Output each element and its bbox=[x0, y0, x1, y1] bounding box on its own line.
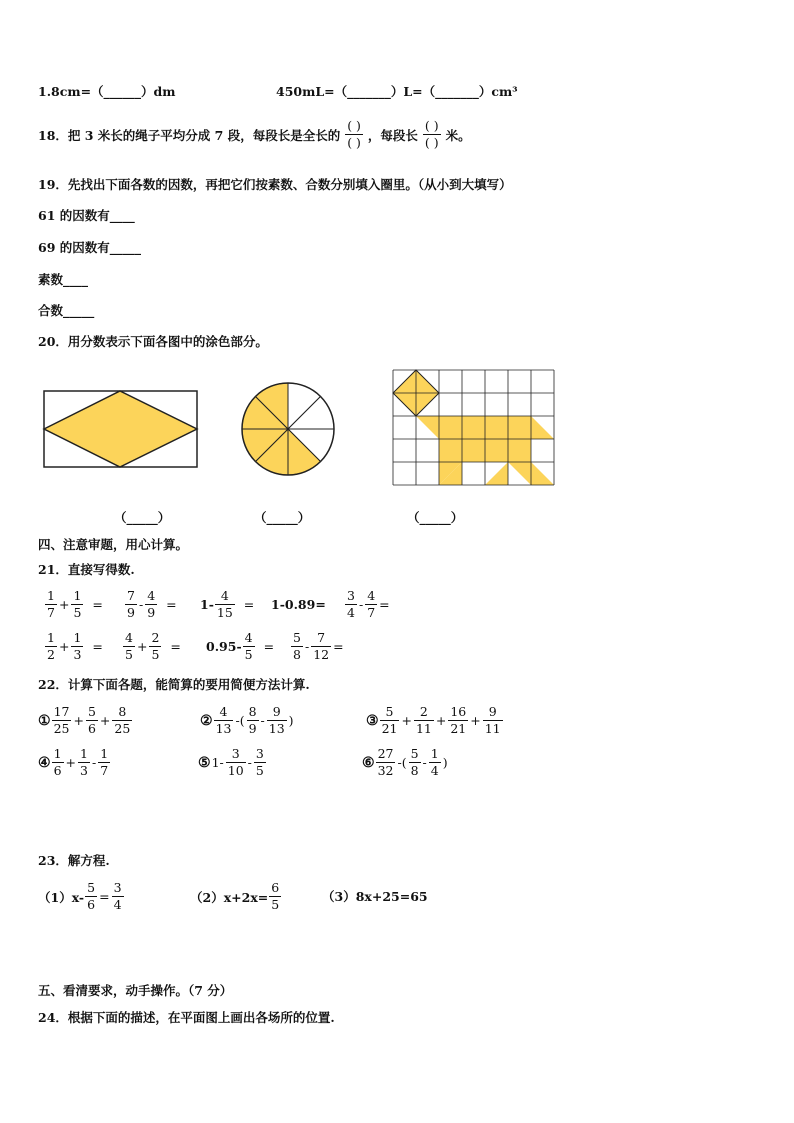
q22-item-2: ② $\frac{4}{13}$ -( $\frac{8}{9}$ - $\frac{9}{13}$ ) bbox=[200, 704, 294, 736]
q19-primes: 素数____ bbox=[38, 272, 89, 287]
q21-item-b: $\frac{7}{9}$ - $\frac{4}{9}$ = bbox=[127, 588, 177, 620]
q22-title: 22．计算下面各题，能简算的要用简便方法计算. bbox=[38, 677, 310, 692]
q24-title: 24．根据下面的描述，在平面图上画出各场所的位置. bbox=[38, 1010, 335, 1025]
q21-item-h: 0.95- $\frac{4}{5}$ = bbox=[206, 630, 275, 662]
q18-text-c: 米。 bbox=[445, 127, 471, 143]
q20-rhombus-figure bbox=[40, 388, 202, 472]
q20-title: 20．用分数表示下面各图中的涂色部分。 bbox=[38, 334, 268, 349]
q23-equation-3: （3）8x+25=65 bbox=[322, 889, 428, 904]
q17-length-convert: 1.8cm=（______）dm bbox=[38, 84, 176, 99]
q17-volume-convert: 450mL=（_______）L=（_______）cm³ bbox=[276, 84, 518, 99]
q19-composites: 合数_____ bbox=[38, 303, 95, 318]
q18-text-a: 18．把 3 米长的绳子平均分成 7 段，每段长是全长的 bbox=[38, 127, 341, 143]
q19-title: 19．先找出下面各数的因数，再把它们按素数、合数分别填入圈里。（从小到大填写） bbox=[38, 177, 512, 192]
q21-item-g: $\frac{4}{5}$ + $\frac{2}{5}$ = bbox=[125, 630, 181, 662]
q21-item-e: $\frac{3}{4}$ - $\frac{4}{7}$ = bbox=[347, 588, 390, 620]
q21-title: 21．直接写得数. bbox=[38, 562, 135, 577]
q18 bbox=[38, 118, 471, 151]
q22-item-1: ① $\frac{17}{25}$ + $\frac{5}{6}$ + $\frac{8}{25}$ bbox=[38, 704, 131, 736]
q20-blank-1: （_____） bbox=[114, 510, 171, 525]
q19-factors-61: 61 的因数有____ bbox=[38, 208, 135, 223]
q21-item-i: $\frac{5}{8}$ - $\frac{7}{12}$ = bbox=[293, 630, 344, 662]
q20-blank-3: （_____） bbox=[407, 510, 464, 525]
q23-equation-2: （2）x+2x= $\frac{6}{5}$ bbox=[190, 880, 280, 912]
section-4-title: 四、注意审题，用心计算。 bbox=[38, 537, 189, 552]
q23-title: 23．解方程. bbox=[38, 853, 110, 868]
q22-item-6: ⑥ $\frac{27}{32}$ -( $\frac{5}{8}$ - $\frac{1}{4}$ ) bbox=[362, 746, 448, 778]
q21-item-f: $\frac{1}{2}$ + $\frac{1}{3}$ = bbox=[47, 630, 103, 662]
section-5-title: 五、看清要求，动手操作。（7 分） bbox=[38, 983, 233, 998]
q23-equation-1: （1）x- $\frac{5}{6}$ = $\frac{3}{4}$ bbox=[38, 880, 122, 912]
q18-fraction-blank-1: $\frac{( )}{( )}$ bbox=[347, 118, 361, 150]
q21-item-d: 1-0.89= bbox=[271, 597, 326, 612]
q21-item-c: 1- $\frac{4}{15}$ = bbox=[200, 588, 255, 620]
q22-item-4: ④ $\frac{1}{6}$ + $\frac{1}{3}$ - $\frac{1}{7}$ bbox=[38, 746, 109, 778]
q19-factors-69: 69 的因数有_____ bbox=[38, 240, 141, 255]
q18-fraction-blank-2: $\frac{( )}{( )}$ bbox=[424, 118, 439, 150]
q22-item-3: ③ $\frac{5}{21}$ + $\frac{2}{11}$ + $\frac{16}{21}$ + $\frac{9}{11}$ bbox=[366, 704, 501, 736]
q22-item-5: ⑤1- $\frac{3}{10}$ - $\frac{3}{5}$ bbox=[198, 746, 264, 778]
q18-text-b: ，每段长 bbox=[367, 127, 418, 143]
q20-blank-2: （_____） bbox=[254, 510, 311, 525]
q21-item-a: $\frac{1}{7}$ + $\frac{1}{5}$ = bbox=[47, 588, 103, 620]
q20-grid-figure bbox=[391, 368, 561, 492]
q20-circle-figure bbox=[238, 379, 338, 479]
